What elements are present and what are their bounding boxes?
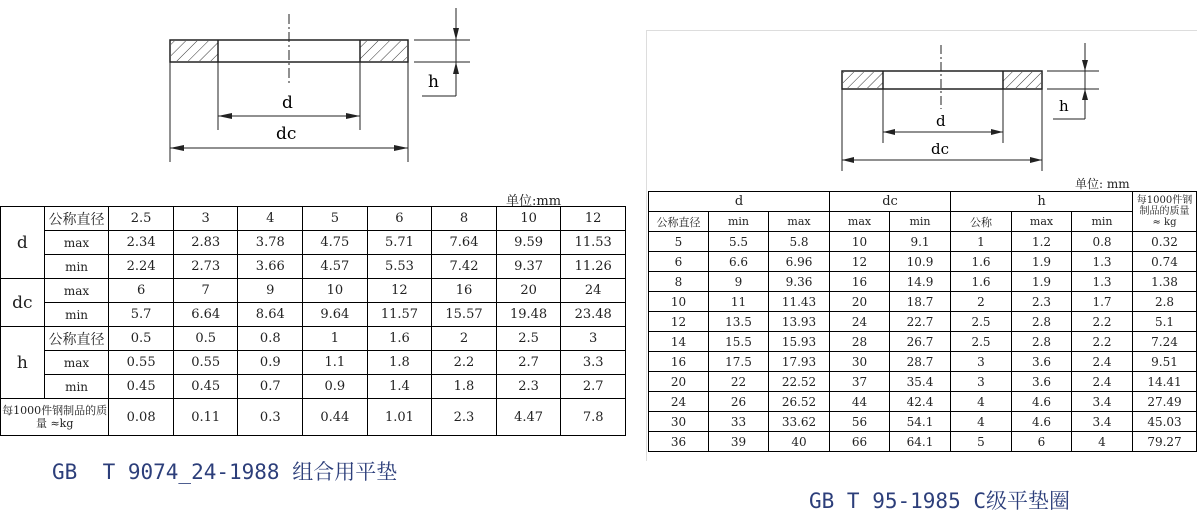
- table-cell: 7.8: [561, 399, 626, 436]
- table-row: [1, 231, 626, 255]
- table-row: [1, 399, 626, 436]
- table-cell: 36: [649, 432, 709, 452]
- table-cell: 10: [830, 232, 890, 252]
- table-cell: 15.57: [432, 303, 497, 327]
- table-cell: 1.6: [951, 272, 1012, 292]
- table-cell: 9.37: [496, 255, 561, 279]
- table-row: [649, 392, 1197, 412]
- table-cell: 2.5: [109, 207, 174, 231]
- table-cell: 5: [303, 207, 368, 231]
- table-cell: 0.45: [173, 375, 238, 399]
- table-row: [649, 252, 1197, 272]
- caption-right: GB T 95-1985 C级平垫圈: [809, 489, 1071, 513]
- table-cell: 10.9: [890, 252, 951, 272]
- table-cell: 2: [951, 292, 1012, 312]
- table-cell: 4.75: [303, 231, 368, 255]
- table-subheader-row: [649, 212, 1197, 232]
- table-cell: 1.1: [303, 351, 368, 375]
- table-row: [649, 332, 1197, 352]
- table-cell: 2.24: [109, 255, 174, 279]
- table-cell: 5.5: [709, 232, 769, 252]
- table-cell: 18.7: [890, 292, 951, 312]
- table-cell: 7.24: [1133, 332, 1197, 352]
- column-header: min: [709, 212, 769, 232]
- row-label-d: d: [1, 207, 45, 279]
- table-cell: 11.26: [561, 255, 626, 279]
- table-cell: 22.7: [890, 312, 951, 332]
- header-d: d: [649, 192, 830, 212]
- table-cell: 3.3: [561, 351, 626, 375]
- table-cell: 23.48: [561, 303, 626, 327]
- table-cell: 5.1: [1133, 312, 1197, 332]
- mass-line1: 每1000件钢: [1136, 195, 1193, 206]
- table-cell: 1.2: [1012, 232, 1072, 252]
- table-row: [649, 312, 1197, 332]
- table-cell: 9.64: [303, 303, 368, 327]
- table-cell: 2.8: [1012, 332, 1072, 352]
- table-row: [1, 279, 626, 303]
- min-label: min: [44, 255, 109, 279]
- h-label-right: h: [1059, 97, 1069, 115]
- table-cell: 3.78: [238, 231, 303, 255]
- table-cell: 4.57: [303, 255, 368, 279]
- column-header: min: [1072, 212, 1133, 232]
- nominal-label: 公称直径: [44, 207, 109, 231]
- table-cell: 0.55: [109, 351, 174, 375]
- table-cell: 7.42: [432, 255, 497, 279]
- table-cell: 2.5: [951, 332, 1012, 352]
- table-cell: 4: [951, 412, 1012, 432]
- h-label-left: h: [428, 72, 439, 92]
- table-cell: 1: [303, 327, 368, 351]
- washer-drawing-left: [0, 0, 628, 200]
- table-cell: 28: [830, 332, 890, 352]
- mass-label-line1: 每1000件钢制品的质: [2, 404, 108, 417]
- table-cell: 1.8: [432, 375, 497, 399]
- table-cell: 12: [830, 252, 890, 272]
- table-cell: 10: [303, 279, 368, 303]
- table-cell: 2.4: [1072, 352, 1133, 372]
- table-cell: 27.49: [1133, 392, 1197, 412]
- table-cell: 10: [496, 207, 561, 231]
- dc-label-right: dc: [931, 140, 950, 158]
- table-row: [1, 207, 626, 231]
- table-cell: 1.7: [1072, 292, 1133, 312]
- spec-table-left: [0, 206, 626, 436]
- table-cell: 20: [496, 279, 561, 303]
- table-cell: 7: [173, 279, 238, 303]
- table-row: [649, 272, 1197, 292]
- mass-label-line2: 量 ≈kg: [35, 417, 74, 430]
- table-cell: 16: [830, 272, 890, 292]
- table-cell: 2.7: [561, 375, 626, 399]
- table-cell: 35.4: [890, 372, 951, 392]
- column-header: max: [830, 212, 890, 232]
- right-panel: [646, 30, 1197, 513]
- table-cell: 13.93: [769, 312, 830, 332]
- table-cell: 26.7: [890, 332, 951, 352]
- table-cell: 45.03: [1133, 412, 1197, 432]
- table-cell: 0.9: [303, 375, 368, 399]
- header-mass: [1133, 192, 1197, 232]
- table-cell: 14.41: [1133, 372, 1197, 392]
- mass-label: [1, 399, 109, 436]
- row-label-h: h: [1, 327, 45, 399]
- d-label-right: d: [936, 112, 946, 130]
- table-cell: 15.93: [769, 332, 830, 352]
- table-cell: 66: [830, 432, 890, 452]
- table-cell: 4.47: [496, 399, 561, 436]
- table-cell: 16: [432, 279, 497, 303]
- table-row: [1, 255, 626, 279]
- table-cell: 5.8: [769, 232, 830, 252]
- table-cell: 8.64: [238, 303, 303, 327]
- mass-line3: ≈ kg: [1152, 217, 1177, 228]
- column-header: 公称直径: [649, 212, 709, 232]
- max-label: max: [44, 351, 109, 375]
- header-dc: dc: [830, 192, 951, 212]
- max-label: max: [44, 279, 109, 303]
- table-row: [1, 303, 626, 327]
- table-row: [649, 352, 1197, 372]
- table-cell: 0.44: [303, 399, 368, 436]
- table-cell: 13.5: [709, 312, 769, 332]
- table-cell: 2.4: [1072, 372, 1133, 392]
- table-cell: 42.4: [890, 392, 951, 412]
- table-cell: 2.3: [496, 375, 561, 399]
- table-cell: 12: [561, 207, 626, 231]
- column-header: min: [890, 212, 951, 232]
- table-cell: 14.9: [890, 272, 951, 292]
- table-cell: 2.34: [109, 231, 174, 255]
- table-cell: 22.52: [769, 372, 830, 392]
- table-cell: 1.38: [1133, 272, 1197, 292]
- table-cell: 11: [709, 292, 769, 312]
- table-cell: 3.6: [1012, 372, 1072, 392]
- table-cell: 0.32: [1133, 232, 1197, 252]
- table-cell: 3.4: [1072, 412, 1133, 432]
- table-cell: 44: [830, 392, 890, 412]
- table-cell: 8: [649, 272, 709, 292]
- table-row: [649, 372, 1197, 392]
- table-cell: 3.4: [1072, 392, 1133, 412]
- table-cell: 2.2: [432, 351, 497, 375]
- table-cell: 26: [709, 392, 769, 412]
- table-cell: 4.6: [1012, 412, 1072, 432]
- table-cell: 2.73: [173, 255, 238, 279]
- table-row: [649, 432, 1197, 452]
- table-row: [649, 412, 1197, 432]
- table-cell: 20: [649, 372, 709, 392]
- table-cell: 14: [649, 332, 709, 352]
- table-cell: 17.5: [709, 352, 769, 372]
- table-cell: 6: [367, 207, 432, 231]
- table-cell: 2.8: [1012, 312, 1072, 332]
- table-cell: 9.36: [769, 272, 830, 292]
- table-cell: 16: [649, 352, 709, 372]
- min-label: min: [44, 375, 109, 399]
- table-cell: 2.5: [496, 327, 561, 351]
- table-cell: 1.01: [367, 399, 432, 436]
- table-cell: 4: [1072, 432, 1133, 452]
- right-table-body: [649, 232, 1197, 452]
- table-cell: 1.3: [1072, 252, 1133, 272]
- table-cell: 17.93: [769, 352, 830, 372]
- table-cell: 0.08: [109, 399, 174, 436]
- table-cell: 2.2: [1072, 312, 1133, 332]
- table-cell: 0.11: [173, 399, 238, 436]
- max-label: max: [44, 231, 109, 255]
- table-cell: 5.71: [367, 231, 432, 255]
- table-cell: 2.2: [1072, 332, 1133, 352]
- table-cell: 0.5: [173, 327, 238, 351]
- table-cell: 5: [951, 432, 1012, 452]
- table-cell: 1.9: [1012, 252, 1072, 272]
- nominal-label: 公称直径: [44, 327, 109, 351]
- table-cell: 2.3: [432, 399, 497, 436]
- table-cell: 3.6: [1012, 352, 1072, 372]
- table-cell: 11.43: [769, 292, 830, 312]
- washer-drawing-right: [647, 31, 1197, 191]
- table-cell: 54.1: [890, 412, 951, 432]
- table-cell: 2.83: [173, 231, 238, 255]
- table-cell: 79.27: [1133, 432, 1197, 452]
- table-cell: 5.7: [109, 303, 174, 327]
- table-cell: 0.45: [109, 375, 174, 399]
- table-cell: 6.6: [709, 252, 769, 272]
- table-cell: 40: [769, 432, 830, 452]
- min-label: min: [44, 303, 109, 327]
- table-cell: 4.6: [1012, 392, 1072, 412]
- table-cell: 9.59: [496, 231, 561, 255]
- table-cell: 0.8: [238, 327, 303, 351]
- table-cell: 33.62: [769, 412, 830, 432]
- table-cell: 22: [709, 372, 769, 392]
- mass-line2: 制品的质量: [1139, 206, 1190, 217]
- table-cell: 5: [649, 232, 709, 252]
- table-header-row: [649, 192, 1197, 212]
- table-cell: 30: [830, 352, 890, 372]
- table-row: [649, 232, 1197, 252]
- table-cell: 26.52: [769, 392, 830, 412]
- table-cell: 24: [561, 279, 626, 303]
- table-cell: 3: [173, 207, 238, 231]
- table-cell: 2.3: [1012, 292, 1072, 312]
- table-row: [1, 351, 626, 375]
- table-row: [1, 375, 626, 399]
- table-cell: 0.9: [238, 351, 303, 375]
- table-cell: 3: [951, 372, 1012, 392]
- table-cell: 3: [561, 327, 626, 351]
- table-cell: 11.53: [561, 231, 626, 255]
- dc-label-left: dc: [276, 124, 297, 144]
- table-cell: 4: [238, 207, 303, 231]
- table-cell: 6: [109, 279, 174, 303]
- table-cell: 56: [830, 412, 890, 432]
- table-cell: 9.51: [1133, 352, 1197, 372]
- table-cell: 1.4: [367, 375, 432, 399]
- spec-table-right: [648, 191, 1197, 452]
- row-label-dc: dc: [1, 279, 45, 327]
- unit-label-left: 单位:mm: [506, 194, 562, 209]
- table-cell: 0.8: [1072, 232, 1133, 252]
- column-header: max: [1012, 212, 1072, 232]
- table-cell: 7.64: [432, 231, 497, 255]
- table-cell: 0.74: [1133, 252, 1197, 272]
- table-cell: 1: [951, 232, 1012, 252]
- table-cell: 0.5: [109, 327, 174, 351]
- table-cell: 37: [830, 372, 890, 392]
- table-cell: 10: [649, 292, 709, 312]
- table-cell: 6: [649, 252, 709, 272]
- table-cell: 8: [432, 207, 497, 231]
- table-cell: 1.3: [1072, 272, 1133, 292]
- table-cell: 20: [830, 292, 890, 312]
- table-row: [1, 327, 626, 351]
- table-cell: 9: [238, 279, 303, 303]
- table-cell: 1.8: [367, 351, 432, 375]
- caption-left: GB T 9074_24-1988 组合用平垫: [52, 460, 398, 484]
- table-cell: 0.55: [173, 351, 238, 375]
- table-cell: 2: [432, 327, 497, 351]
- table-cell: 24: [649, 392, 709, 412]
- table-cell: 0.7: [238, 375, 303, 399]
- table-cell: 0.3: [238, 399, 303, 436]
- table-cell: 64.1: [890, 432, 951, 452]
- d-label-left: d: [282, 93, 293, 113]
- table-cell: 39: [709, 432, 769, 452]
- table-cell: 6.96: [769, 252, 830, 272]
- table-cell: 24: [830, 312, 890, 332]
- column-header: max: [769, 212, 830, 232]
- table-cell: 2.5: [951, 312, 1012, 332]
- column-header: 公称: [951, 212, 1012, 232]
- table-cell: 12: [649, 312, 709, 332]
- table-cell: 30: [649, 412, 709, 432]
- table-cell: 15.5: [709, 332, 769, 352]
- table-cell: 3.66: [238, 255, 303, 279]
- table-cell: 12: [367, 279, 432, 303]
- table-cell: 1.6: [367, 327, 432, 351]
- table-cell: 4: [951, 392, 1012, 412]
- table-cell: 3: [951, 352, 1012, 372]
- unit-label-right: 单位: mm: [1075, 177, 1130, 191]
- table-cell: 6.64: [173, 303, 238, 327]
- table-cell: 1.6: [951, 252, 1012, 272]
- table-cell: 2.7: [496, 351, 561, 375]
- table-cell: 9.1: [890, 232, 951, 252]
- table-cell: 19.48: [496, 303, 561, 327]
- table-cell: 6: [1012, 432, 1072, 452]
- header-h: h: [951, 192, 1133, 212]
- table-cell: 11.57: [367, 303, 432, 327]
- table-cell: 9: [709, 272, 769, 292]
- table-row: [649, 292, 1197, 312]
- table-cell: 33: [709, 412, 769, 432]
- table-cell: 5.53: [367, 255, 432, 279]
- table-cell: 1.9: [1012, 272, 1072, 292]
- table-cell: 2.8: [1133, 292, 1197, 312]
- table-cell: 28.7: [890, 352, 951, 372]
